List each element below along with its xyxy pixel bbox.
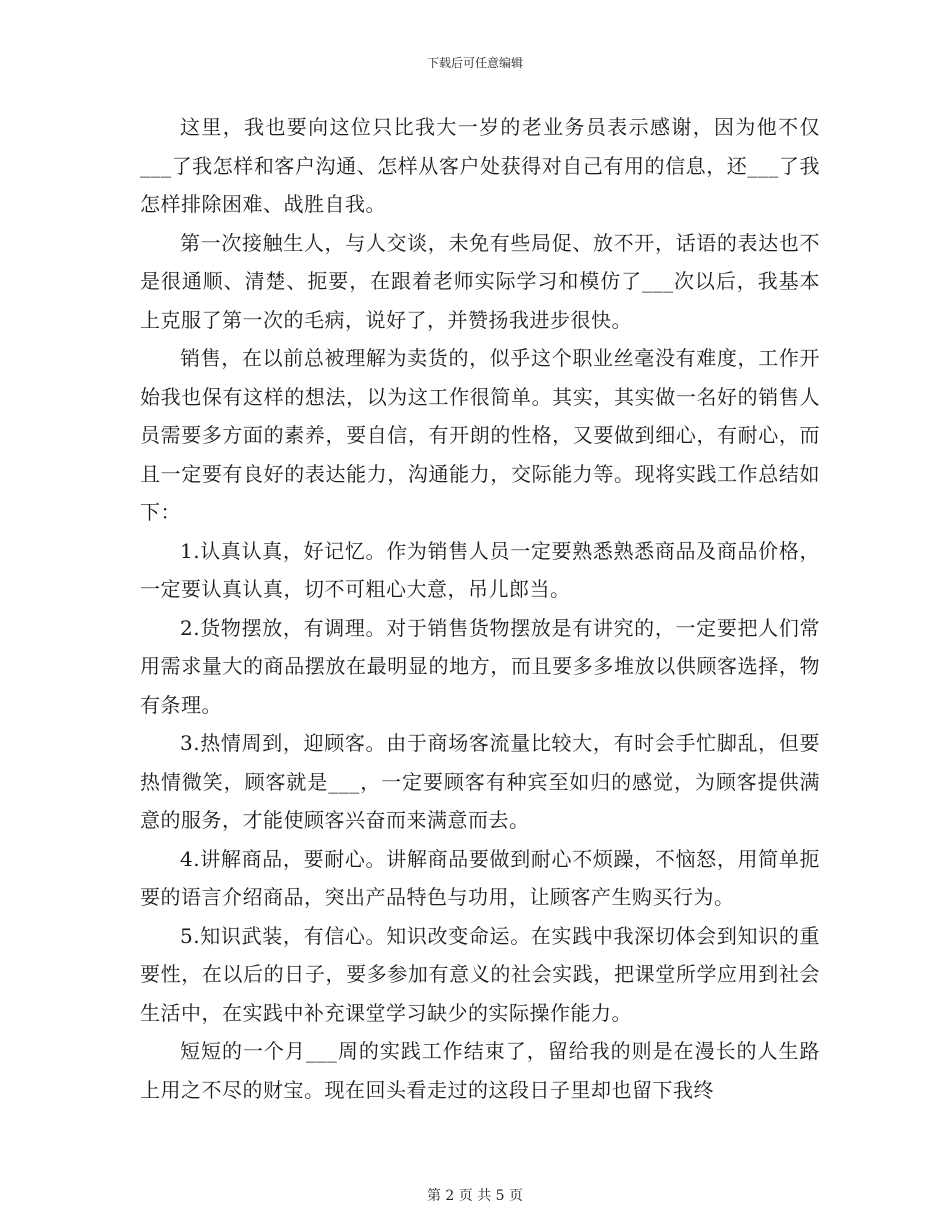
list-item-paragraph: 4.讲解商品，要耐心。讲解商品要做到耐心不烦躁，不恼怒，用简单扼要的语言介绍商品，突出产品特色与功用，让顾客产生购买行为。 [140, 846, 820, 909]
paragraph: 短短的一个月___周的实践工作结束了，留给我的则是在漫长的人生路上用之不尽的财宝。现在回头看走过的这段日子里却也留下我终 [140, 1039, 820, 1102]
list-item-paragraph: 2.货物摆放，有调理。对于销售货物摆放是有讲究的，一定要把人们常用需求量大的商品摆放在最明显的地方，而且要多多堆放以供顾客选择，物有条理。 [140, 615, 820, 717]
list-item-paragraph: 1.认真认真，好记忆。作为销售人员一定要熟悉熟悉商品及商品价格，一定要认真认真，切不可粗心大意，吊儿郎当。 [140, 538, 820, 601]
paragraph: 第一次接触生人，与人交谈，未免有些局促、放不开，话语的表达也不是很通顺、清楚、扼要，在跟着老师实际学习和模仿了___次以后，我基本上克服了第一次的毛病，说好了，并赞扬我进步很快。 [140, 230, 820, 332]
paragraph: 销售，在以前总被理解为卖货的，似乎这个职业丝毫没有难度，工作开始我也保有这样的想法，以为这工作很简单。其实，其实做一名好的销售人员需要多方面的素养，要自信，有开朗的性格，又要做到细心，有耐心，而且一定要有良好的表达能力，沟通能力，交际能力等。现将实践工作总结如下： [140, 346, 820, 524]
list-item-paragraph: 3.热情周到，迎顾客。由于商场客流量比较大，有时会手忙脚乱，但要热情微笑，顾客就是___，一定要顾客有种宾至如归的感觉，为顾客提供满意的服务，才能使顾客兴奋而来满意而去。 [140, 731, 820, 832]
document-body [140, 108, 820, 1109]
list-item-paragraph: 5.知识武装，有信心。知识改变命运。在实践中我深切体会到知识的重要性，在以后的日子，要多参加有意义的社会实践，把课堂所学应用到社会生活中，在实践中补充课堂学习缺少的实际操作能力。 [140, 923, 820, 1025]
page-footer-page-number: 第 2 页 共 5 页 [426, 1188, 524, 1204]
page-header: 下载后可任意编辑 [426, 56, 523, 70]
paragraph: 这里，我也要向这位只比我大一岁的老业务员表示感谢，因为他不仅___了我怎样和客户沟通、怎样从客户处获得对自己有用的信息，还___了我怎样排除困难、战胜自我。 [140, 115, 820, 216]
